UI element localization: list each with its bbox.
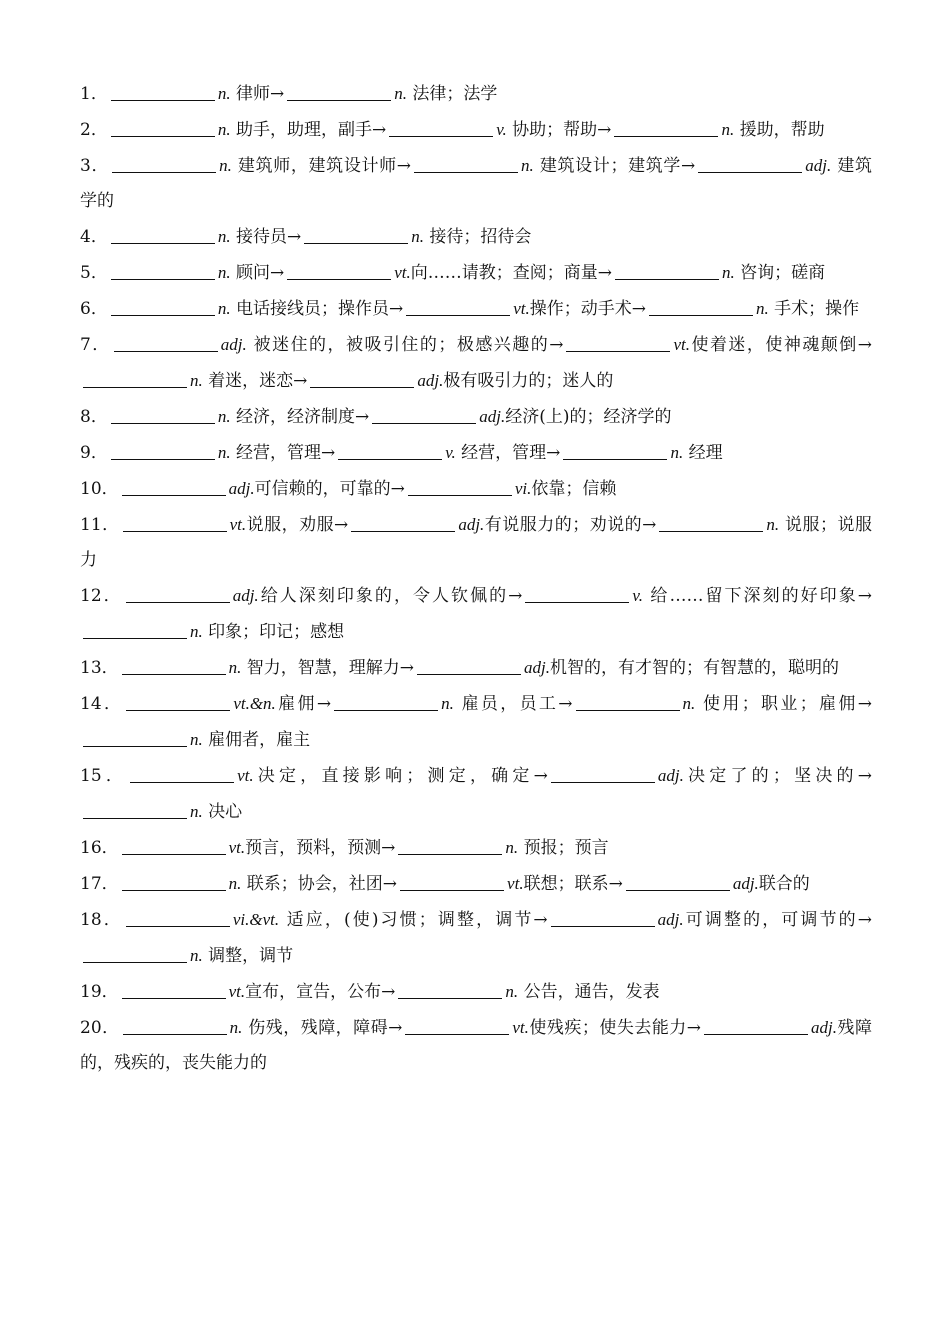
definition-text: adj.给人深刻印象的，令人钦佩的→ xyxy=(232,586,523,606)
answer-blank[interactable] xyxy=(338,443,442,460)
definition-text: vt.预言，预料，预测→ xyxy=(228,838,396,858)
definition-text: n. 公告，通告，发表 xyxy=(505,982,660,1002)
answer-blank[interactable] xyxy=(563,443,667,460)
item-number: 11． xyxy=(80,515,120,535)
part-of-speech: n. xyxy=(394,84,407,103)
definition-text: vt.决定，直接影响；测定，确定→ xyxy=(237,766,548,786)
answer-blank[interactable] xyxy=(334,694,438,711)
part-of-speech: n. xyxy=(217,263,231,282)
definition-text: n. 说服；说服力 xyxy=(80,515,872,570)
part-of-speech: vt. xyxy=(228,982,246,1001)
part-of-speech: n. xyxy=(217,299,231,318)
part-of-speech: n. xyxy=(217,227,231,246)
item-number: 20． xyxy=(80,1018,120,1038)
answer-blank[interactable] xyxy=(400,874,504,891)
exercise-item xyxy=(80,830,872,866)
part-of-speech: n. xyxy=(766,515,780,534)
part-of-speech: n. xyxy=(190,371,203,390)
part-of-speech: adj. xyxy=(524,658,551,677)
part-of-speech: vt. xyxy=(237,766,254,785)
part-of-speech: n. xyxy=(219,156,232,175)
answer-blank[interactable] xyxy=(114,335,218,352)
definition-text: vt.&n.雇佣→ xyxy=(233,694,332,714)
answer-blank[interactable] xyxy=(83,622,187,639)
part-of-speech: n. xyxy=(217,120,231,139)
answer-blank[interactable] xyxy=(123,1018,227,1035)
part-of-speech: vt. xyxy=(394,263,411,282)
exercise-item xyxy=(80,219,872,255)
answer-blank[interactable] xyxy=(111,407,215,424)
part-of-speech: adj. xyxy=(479,407,506,426)
part-of-speech: adj. xyxy=(417,371,444,390)
definition-text: adj.可调整的，可调节的→ xyxy=(657,910,872,930)
answer-blank[interactable] xyxy=(287,84,391,101)
answer-blank[interactable] xyxy=(649,299,753,316)
item-number: 4． xyxy=(80,227,108,247)
part-of-speech: adj. xyxy=(811,1018,838,1037)
exercise-item xyxy=(80,112,872,148)
definition-text: adj.极有吸引力的；迷人的 xyxy=(417,371,614,391)
definition-text: adj.有说服力的；劝说的→ xyxy=(458,515,657,535)
definition-text: n. 电话接线员；操作员→ xyxy=(217,299,404,319)
part-of-speech: adj. xyxy=(220,335,247,354)
exercise-item xyxy=(80,758,872,830)
part-of-speech: n. xyxy=(217,443,231,462)
definition-text: n. 建筑设计；建筑学→ xyxy=(521,156,696,176)
part-of-speech: adj. xyxy=(657,910,684,929)
worksheet xyxy=(80,76,872,1081)
part-of-speech: n. xyxy=(190,730,203,749)
definition-text: n. 雇佣者，雇主 xyxy=(190,730,311,750)
definition-text: n. 使用；职业；雇佣→ xyxy=(682,694,872,714)
answer-blank[interactable] xyxy=(310,371,414,388)
part-of-speech: n. xyxy=(190,946,203,965)
part-of-speech: adj. xyxy=(657,766,684,785)
part-of-speech: vt.&n. xyxy=(233,694,276,713)
part-of-speech: vt. xyxy=(507,874,524,893)
answer-blank[interactable] xyxy=(83,946,187,963)
item-number: 19． xyxy=(80,982,119,1002)
part-of-speech: adj. xyxy=(458,515,485,534)
part-of-speech: n. xyxy=(228,658,242,677)
definition-text: n. 顾问→ xyxy=(217,263,285,283)
part-of-speech: n. xyxy=(217,407,231,426)
answer-blank[interactable] xyxy=(566,335,670,352)
part-of-speech: n. xyxy=(505,838,519,857)
part-of-speech: n. xyxy=(670,443,684,462)
definition-text: v. 经营，管理→ xyxy=(445,443,561,463)
exercise-item xyxy=(80,255,872,291)
answer-blank[interactable] xyxy=(122,982,226,999)
definition-text: n. 手术；操作 xyxy=(756,299,860,319)
item-number: 9． xyxy=(80,443,108,463)
answer-blank[interactable] xyxy=(130,766,234,783)
exercise-item xyxy=(80,399,872,435)
item-number: 13． xyxy=(80,658,119,678)
definition-text: n. 建筑师，建筑设计师→ xyxy=(219,156,412,176)
definition-text: adj.联合的 xyxy=(732,874,810,894)
answer-blank[interactable] xyxy=(576,694,680,711)
definition-text: vt.联想；联系→ xyxy=(507,874,623,894)
definition-text: adj.经济(上)的；经济学的 xyxy=(479,407,672,427)
part-of-speech: v. xyxy=(496,120,507,139)
item-number: 15． xyxy=(80,766,128,786)
definition-text: n. 接待员→ xyxy=(217,227,302,247)
part-of-speech: n. xyxy=(756,299,769,318)
item-number: 7． xyxy=(80,335,111,355)
exercise-item xyxy=(80,902,872,974)
part-of-speech: n. xyxy=(411,227,424,246)
exercise-item xyxy=(80,650,872,686)
exercise-item xyxy=(80,148,872,219)
item-number: 10． xyxy=(80,479,119,499)
part-of-speech: vt. xyxy=(228,838,246,857)
answer-blank[interactable] xyxy=(112,156,216,173)
exercise-item xyxy=(80,1010,872,1081)
part-of-speech: vt. xyxy=(229,515,247,534)
answer-blank[interactable] xyxy=(126,586,230,603)
answer-blank[interactable] xyxy=(704,1018,808,1035)
part-of-speech: adj. xyxy=(732,874,759,893)
part-of-speech: adj. xyxy=(228,479,255,498)
item-number: 1． xyxy=(80,84,108,104)
answer-blank[interactable] xyxy=(304,227,408,244)
answer-blank[interactable] xyxy=(614,120,718,137)
definition-text: n. 咨询；磋商 xyxy=(722,263,826,283)
answer-blank[interactable] xyxy=(83,371,187,388)
answer-blank[interactable] xyxy=(551,910,655,927)
answer-blank[interactable] xyxy=(615,263,719,280)
item-number: 18． xyxy=(80,910,123,930)
item-number: 16． xyxy=(80,838,119,858)
definition-text: n. 经济，经济制度→ xyxy=(217,407,370,427)
exercise-item xyxy=(80,435,872,471)
definition-text: n. 法律；法学 xyxy=(394,84,498,104)
answer-blank[interactable] xyxy=(525,586,629,603)
answer-blank[interactable] xyxy=(417,658,521,675)
answer-blank[interactable] xyxy=(111,263,215,280)
item-number: 12． xyxy=(80,586,123,606)
answer-blank[interactable] xyxy=(123,515,227,532)
part-of-speech: n. xyxy=(505,982,519,1001)
answer-blank[interactable] xyxy=(111,227,215,244)
definition-text: n. 决心 xyxy=(190,802,243,822)
definition-text: vi.依靠；信赖 xyxy=(514,479,617,499)
exercise-item xyxy=(80,578,872,650)
definition-text: vt.说服，劝服→ xyxy=(229,515,349,535)
definition-text: n. 着迷，迷恋→ xyxy=(190,371,308,391)
definition-text: n. 印象；印记；感想 xyxy=(190,622,345,642)
part-of-speech: vt. xyxy=(673,335,690,354)
answer-blank[interactable] xyxy=(389,120,493,137)
answer-blank[interactable] xyxy=(408,479,512,496)
exercise-item xyxy=(80,866,872,902)
part-of-speech: n. xyxy=(521,156,534,175)
part-of-speech: n. xyxy=(228,874,242,893)
definition-text: n. 雇员，员工→ xyxy=(441,694,573,714)
answer-blank[interactable] xyxy=(83,802,187,819)
exercise-item xyxy=(80,974,872,1010)
exercise-item xyxy=(80,291,872,327)
answer-blank[interactable] xyxy=(406,299,510,316)
exercise-item xyxy=(80,471,872,507)
definition-text: n. 援助，帮助 xyxy=(721,120,825,140)
definition-text: n. 律师→ xyxy=(217,84,285,104)
part-of-speech: vi. xyxy=(514,479,532,498)
definition-text: n. 接待；招待会 xyxy=(411,227,532,247)
part-of-speech: vt. xyxy=(512,1018,529,1037)
definition-text: vt.操作；动手术→ xyxy=(513,299,647,319)
part-of-speech: n. xyxy=(682,694,696,713)
answer-blank[interactable] xyxy=(111,84,215,101)
definition-text: vt.使着迷，使神魂颠倒→ xyxy=(673,335,872,355)
item-number: 14． xyxy=(80,694,124,714)
definition-text: vt.向……请教；查阅；商量→ xyxy=(394,263,613,283)
answer-blank[interactable] xyxy=(126,910,230,927)
answer-blank[interactable] xyxy=(122,874,226,891)
answer-blank[interactable] xyxy=(111,299,215,316)
answer-blank[interactable] xyxy=(372,407,476,424)
part-of-speech: vt. xyxy=(513,299,530,318)
item-number: 17． xyxy=(80,874,119,894)
answer-blank[interactable] xyxy=(122,838,226,855)
definition-text: n. 经理 xyxy=(670,443,723,463)
definition-text: vt.宣布，宣告，公布→ xyxy=(228,982,396,1002)
part-of-speech: v. xyxy=(632,586,643,605)
answer-blank[interactable] xyxy=(414,156,518,173)
definition-text: adj.决定了的；坚决的→ xyxy=(657,766,872,786)
exercise-item xyxy=(80,686,872,758)
answer-blank[interactable] xyxy=(126,694,230,711)
part-of-speech: adj. xyxy=(232,586,259,605)
definition-text: n. 助手，助理，副手→ xyxy=(217,120,387,140)
definition-text: n. 智力，智慧，理解力→ xyxy=(228,658,415,678)
item-number: 8． xyxy=(80,407,108,427)
definition-text: adj.可信赖的，可靠的→ xyxy=(228,479,405,499)
part-of-speech: n. xyxy=(229,1018,243,1037)
exercise-item xyxy=(80,507,872,578)
answer-blank[interactable] xyxy=(626,874,730,891)
answer-blank[interactable] xyxy=(551,766,655,783)
definition-text: v. 给……留下深刻的好印象→ xyxy=(632,586,872,606)
definition-text: vt.使残疾；使失去能力→ xyxy=(512,1018,702,1038)
definition-text: adj.残障的，残疾的，丧失能力的 xyxy=(80,1018,872,1073)
definition-text: n. 预报；预言 xyxy=(505,838,609,858)
definition-text: adj. 建筑学的 xyxy=(80,156,872,211)
definition-text: vi.&vt. 适应，(使)习惯；调整，调节→ xyxy=(232,910,548,930)
answer-blank[interactable] xyxy=(659,515,763,532)
part-of-speech: n. xyxy=(190,622,203,641)
part-of-speech: vi.&vt. xyxy=(232,910,280,929)
exercise-item xyxy=(80,76,872,112)
part-of-speech: n. xyxy=(722,263,735,282)
answer-blank[interactable] xyxy=(287,263,391,280)
answer-blank[interactable] xyxy=(351,515,455,532)
exercise-item xyxy=(80,327,872,399)
answer-blank[interactable] xyxy=(398,838,502,855)
item-number: 5． xyxy=(80,263,108,283)
item-number: 6． xyxy=(80,299,108,319)
part-of-speech: n. xyxy=(217,84,231,103)
answer-blank[interactable] xyxy=(111,120,215,137)
definition-text: adj. 被迷住的，被吸引住的；极感兴趣的→ xyxy=(220,335,564,355)
definition-text: n. 调整，调节 xyxy=(190,946,294,966)
answer-blank[interactable] xyxy=(398,982,502,999)
definition-text: n. 经营，管理→ xyxy=(217,443,336,463)
definition-text: n. 伤残，残障，障碍→ xyxy=(229,1018,403,1038)
answer-blank[interactable] xyxy=(122,658,226,675)
part-of-speech: adj. xyxy=(805,156,832,175)
item-number: 2． xyxy=(80,120,108,140)
definition-text: n. 联系；协会，社团→ xyxy=(228,874,398,894)
part-of-speech: v. xyxy=(445,443,456,462)
definition-text: adj.机智的，有才智的；有智慧的，聪明的 xyxy=(524,658,840,678)
answer-blank[interactable] xyxy=(111,443,215,460)
part-of-speech: n. xyxy=(190,802,203,821)
answer-blank[interactable] xyxy=(698,156,802,173)
item-number: 3． xyxy=(80,156,110,176)
definition-text: v. 协助；帮助→ xyxy=(496,120,612,140)
answer-blank[interactable] xyxy=(122,479,226,496)
answer-blank[interactable] xyxy=(83,730,187,747)
answer-blank[interactable] xyxy=(405,1018,509,1035)
part-of-speech: n. xyxy=(441,694,454,713)
part-of-speech: n. xyxy=(721,120,735,139)
